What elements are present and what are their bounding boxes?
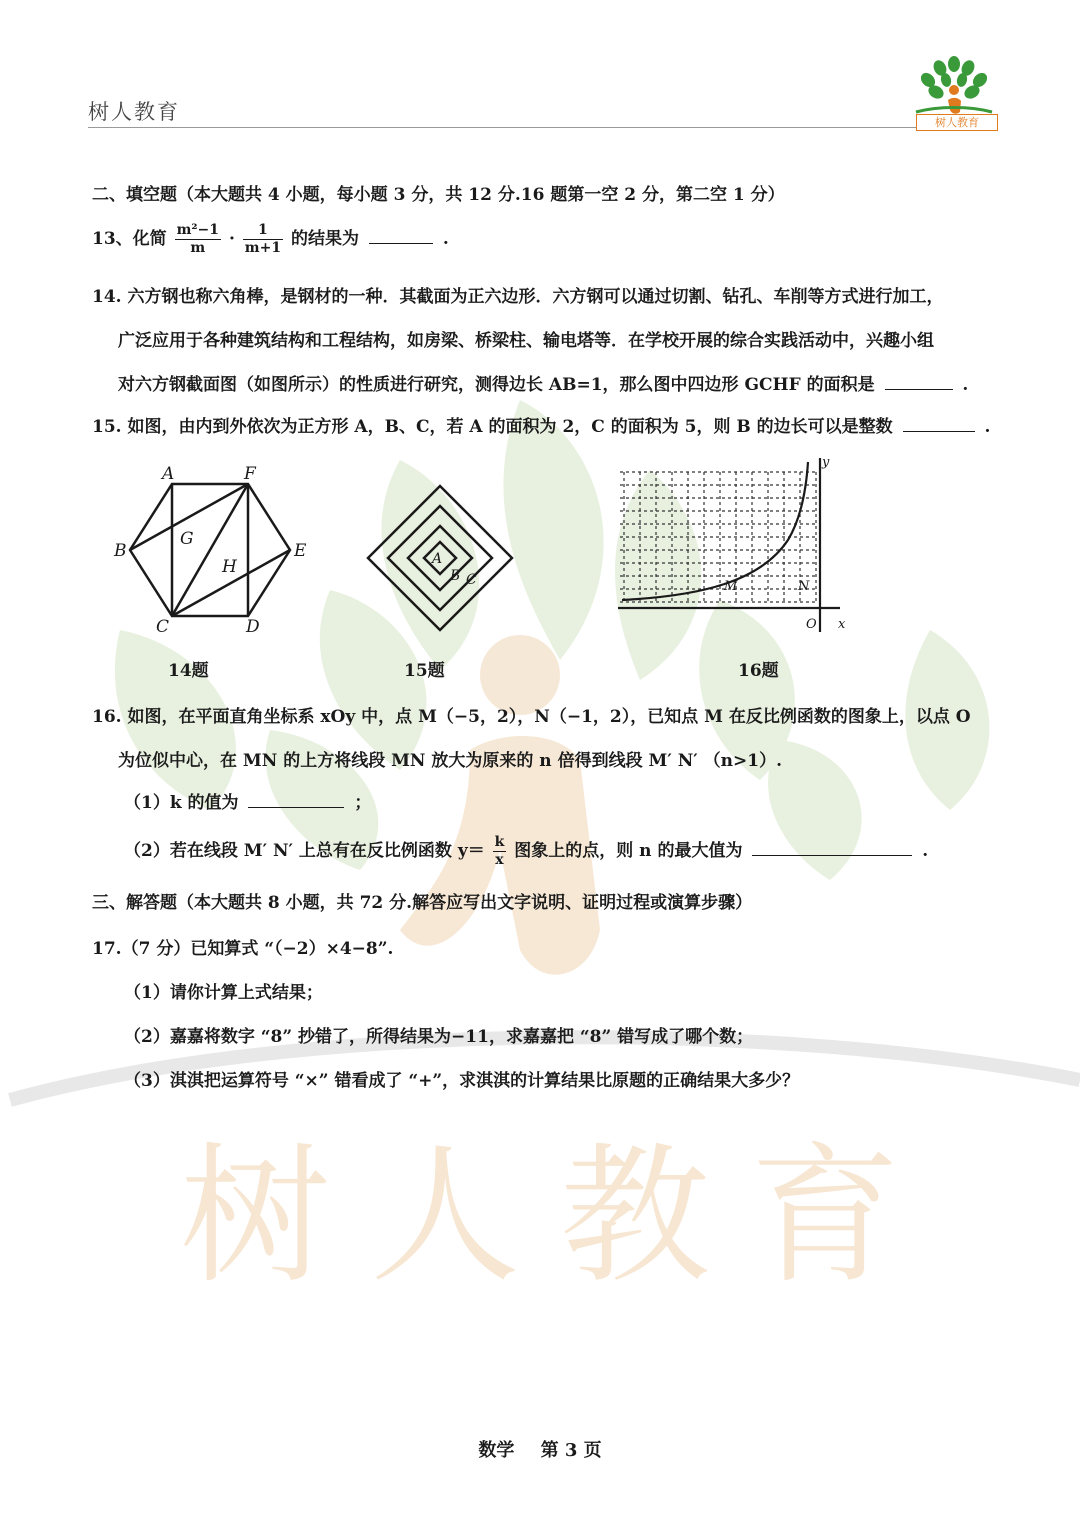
q16-part-2-post: 图象上的点，则 n 的最大值为 — [514, 841, 743, 861]
q13-end: . — [442, 229, 449, 249]
q16-frac-denominator: x — [495, 852, 504, 868]
fig14-label-H: H — [222, 557, 237, 577]
q16-line-2: 为位似中心，在 MN 的上方将线段 MN 放大为原来的 n 倍得到线段 M′ N′ （n>1）. — [118, 751, 783, 771]
q16-part-2-pre: （2）若在线段 M′ N′ 上总有在反比例函数 y＝ — [124, 841, 485, 861]
page-footer — [0, 1436, 1080, 1462]
fig16-label-y: y — [822, 455, 830, 470]
q15-answer-blank[interactable] — [903, 415, 975, 432]
q16-k-over-x-fraction — [493, 834, 507, 869]
q13-label: 13、化简 — [92, 229, 167, 249]
q16-line-1: 16. 如图，在平面直角坐标系 xOy 中，点 M（−5，2），N（−1，2），已知点 M 在反比例函数的图象上，以点 O — [92, 707, 971, 727]
q16-part-2-blank[interactable] — [752, 839, 912, 856]
q16-part-2-end: . — [922, 841, 929, 861]
q14-answer-blank[interactable] — [885, 373, 953, 390]
fig14-label-C: C — [156, 617, 170, 637]
fig15-label-C: C — [466, 572, 477, 588]
header-divider — [88, 127, 918, 128]
q15-text: 15. 如图，由内到外依次为正方形 A，B、C，若 A 的面积为 2，C 的面积为 5，则 B 的边长可以是整数 — [92, 417, 893, 437]
fig14-label-A: A — [162, 464, 175, 484]
q16-part-1-end: ； — [354, 793, 372, 813]
q14-line-1: 14. 六方钢也称六角棒，是钢材的一种．其截面为正六边形．六方钢可以通过切割、钻孔、车削等方式进行加工， — [92, 287, 944, 307]
q17-part-3: （3）淇淇把运算符号 “×” 错看成了 “+”，求淇淇的计算结果比原题的正确结果大多少？ — [124, 1071, 800, 1091]
q13-fraction-1 — [175, 222, 221, 257]
q16-part-1 — [124, 788, 371, 813]
footer-page-number: 第 3 页 — [540, 1440, 602, 1461]
brand-name: 树人教育 — [88, 100, 180, 124]
q16-frac-numerator: k — [494, 834, 505, 850]
question-13 — [92, 222, 449, 257]
q13-frac2-numerator: 1 — [243, 222, 283, 240]
question-15 — [92, 412, 990, 437]
q13-fraction-2 — [243, 222, 283, 257]
q13-frac1-denominator: m — [190, 240, 206, 256]
q13-answer-blank[interactable] — [369, 227, 433, 244]
figure-16-caption: 16题 — [738, 661, 779, 681]
section-2-title: 二、填空题（本大题共 4 小题，每小题 3 分，共 12 分.16 题第一空 2 分，第二空 1 分） — [92, 185, 785, 205]
q14-end: . — [962, 375, 969, 395]
q16-part-2 — [124, 834, 928, 869]
section-3-title: 三、解答题（本大题共 8 小题，共 72 分.解答应写出文字说明、证明过程或演算步骤） — [92, 893, 753, 913]
q13-dot: · — [228, 229, 235, 249]
fig16-label-O: O — [806, 617, 817, 632]
q15-end: . — [984, 417, 991, 437]
q13-frac2-denominator: m+1 — [244, 240, 282, 256]
q13-frac1-numerator: m²−1 — [176, 222, 220, 238]
figure-15-nested-squares — [360, 480, 520, 640]
fig16-label-M: M — [724, 579, 738, 594]
question-14-line-3 — [118, 370, 968, 395]
fig14-label-F: F — [244, 464, 256, 484]
footer-subject: 数学 — [478, 1440, 515, 1461]
watermark-text: 树人教育 — [180, 1130, 941, 1304]
fig14-label-B: B — [114, 541, 127, 561]
fig14-label-E: E — [294, 541, 307, 561]
fig15-label-B: B — [450, 568, 461, 584]
q14-line-3-text: 对六方钢截面图（如图所示）的性质进行研究，测得边长 AB=1，那么图中四边形 GCHF 的面积是 — [118, 375, 875, 395]
figure-14-hexagon — [110, 462, 310, 637]
figure-15-caption: 15题 — [404, 661, 445, 681]
fig15-label-A: A — [432, 551, 443, 567]
fig16-label-x: x — [838, 617, 846, 632]
q13-tail: 的结果为 — [291, 229, 359, 249]
q17-part-2: （2）嘉嘉将数字 “8” 抄错了，所得结果为−11，求嘉嘉把 “8” 错写成了哪个数； — [124, 1027, 754, 1047]
q14-line-2: 广泛应用于各种建筑结构和工程结构，如房梁、桥梁柱、输电塔等．在学校开展的综合实践活动中，兴趣小组 — [118, 331, 934, 351]
figure-14-caption: 14题 — [168, 661, 209, 681]
q17-part-1: （1）请你计算上式结果； — [124, 983, 323, 1003]
fig16-label-N: N — [798, 579, 810, 594]
q16-part-1-blank[interactable] — [248, 791, 344, 808]
fig14-label-D: D — [246, 617, 260, 637]
reciprocal-curve — [622, 462, 808, 600]
logo-caption: 树人教育 — [916, 114, 998, 131]
figure-16-grid — [610, 452, 855, 637]
q16-part-1-text: （1）k 的值为 — [124, 793, 239, 813]
q17-stem: 17.（7 分）已知算式 “（−2）×4−8”. — [92, 939, 394, 959]
fig14-label-G: G — [180, 529, 194, 549]
